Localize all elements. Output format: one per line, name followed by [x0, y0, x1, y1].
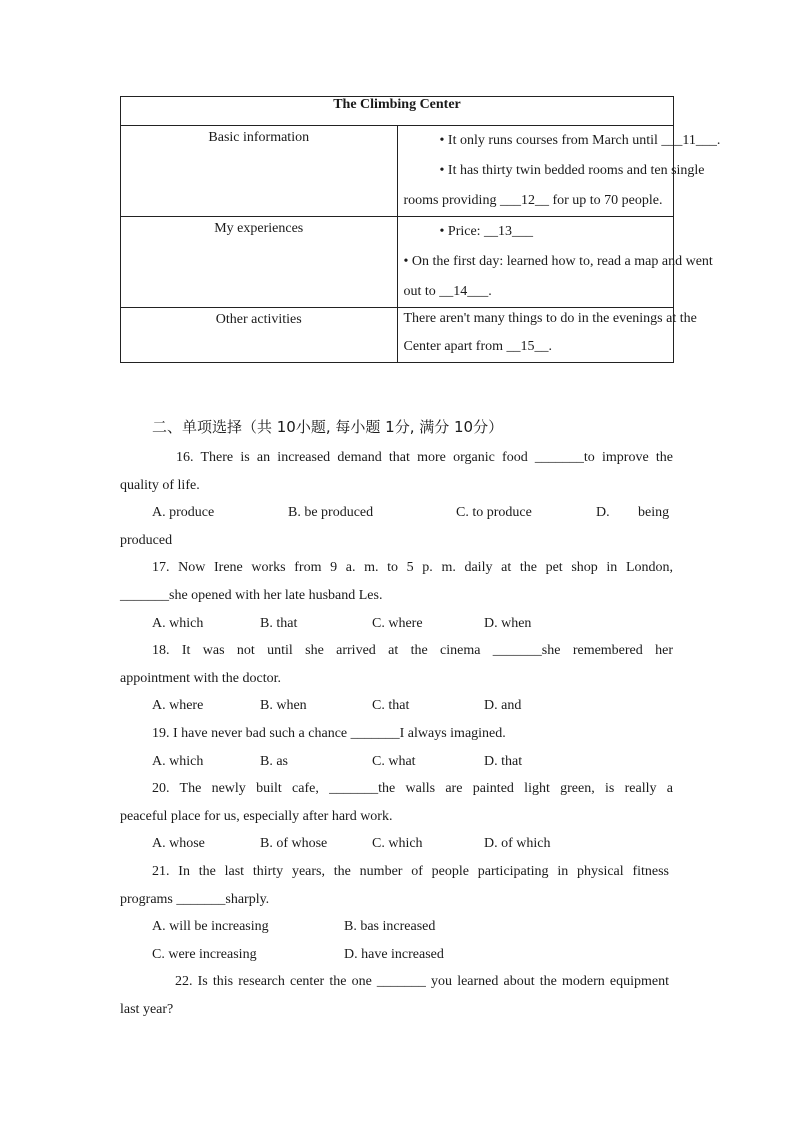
question-stem: 19. I have never bad such a chance _______I always imagined. [152, 726, 506, 741]
option-d: D. when [484, 616, 532, 631]
section-title: 二、单项选择（共 10小题, 每小题 1分, 满分 10分） [152, 418, 504, 436]
row-content [397, 126, 721, 217]
option-d-text-cont: produced [120, 533, 173, 548]
question-stem: 22. Is this research center the one _______ you learned about the modern equipment [175, 974, 669, 989]
content-line: • Price: __13___ [439, 224, 534, 239]
option-b: B. be produced [288, 505, 374, 520]
question-stem: last year? [120, 1002, 174, 1017]
option-d: D. and [484, 698, 522, 713]
option-c: C. which [372, 836, 423, 851]
content-line: • On the first day: learned how to, read a map and went [403, 254, 713, 269]
option-a: A. will be increasing [152, 919, 269, 934]
table-row [121, 308, 674, 363]
question-stem: 21. In the last thirty years, the number of people participating in physical fitness [152, 864, 669, 879]
question-stem: appointment with the doctor. [120, 671, 281, 686]
content-line: out to __14___. [403, 284, 492, 299]
climbing-center-table [120, 96, 721, 363]
option-a: A. which [152, 616, 204, 631]
question-stem: 16. There is an increased demand that more organic food _______to improve the [176, 450, 673, 465]
row-label: Other activities [121, 308, 398, 363]
option-d: D. have increased [344, 947, 444, 962]
option-a: A. whose [152, 836, 205, 851]
question-stem: 18. It was not until she arrived at the cinema _______she remembered her [152, 643, 673, 658]
option-a: A. which [152, 754, 204, 769]
option-b: B. of whose [260, 836, 328, 851]
question-stem: _______she opened with her late husband Les. [120, 588, 383, 603]
content-line: • It only runs courses from March until ___11___. [439, 133, 721, 148]
option-c: C. to produce [456, 505, 532, 520]
table-row [121, 217, 674, 308]
content-line: rooms providing ___12__ for up to 70 people. [403, 193, 663, 208]
option-d: D. [596, 505, 610, 520]
option-b: B. bas increased [344, 919, 436, 934]
row-label: Basic information [121, 126, 398, 217]
question-stem: programs _______sharply. [120, 892, 270, 907]
option-c: C. were increasing [152, 947, 257, 962]
option-d-text: being [638, 505, 670, 520]
option-a: A. where [152, 698, 204, 713]
row-label: My experiences [121, 217, 398, 308]
option-d: D. of which [484, 836, 551, 851]
question-stem: peaceful place for us, especially after hard work. [120, 809, 393, 824]
option-d: D. that [484, 754, 523, 769]
content-line: There aren't many things to do in the evenings at the [403, 311, 697, 326]
option-c: C. what [372, 754, 416, 769]
content-line: • It has thirty twin bedded rooms and ten single [439, 163, 705, 178]
option-c: C. where [372, 616, 423, 631]
table-row [121, 126, 674, 217]
table-title: The Climbing Center [121, 97, 674, 126]
option-b: B. as [260, 754, 288, 769]
option-b: B. that [260, 616, 298, 631]
option-c: C. that [372, 698, 410, 713]
row-content [397, 217, 713, 308]
row-content [397, 308, 697, 363]
content-line: Center apart from __15__. [403, 339, 553, 354]
option-b: B. when [260, 698, 307, 713]
option-a: A. produce [152, 505, 215, 520]
question-stem: 20. The newly built cafe, _______the walls are painted light green, is really a [152, 781, 673, 796]
question-stem: 17. Now Irene works from 9 a. m. to 5 p. m. daily at the pet shop in London, [152, 560, 673, 575]
question-stem: quality of life. [120, 478, 200, 493]
